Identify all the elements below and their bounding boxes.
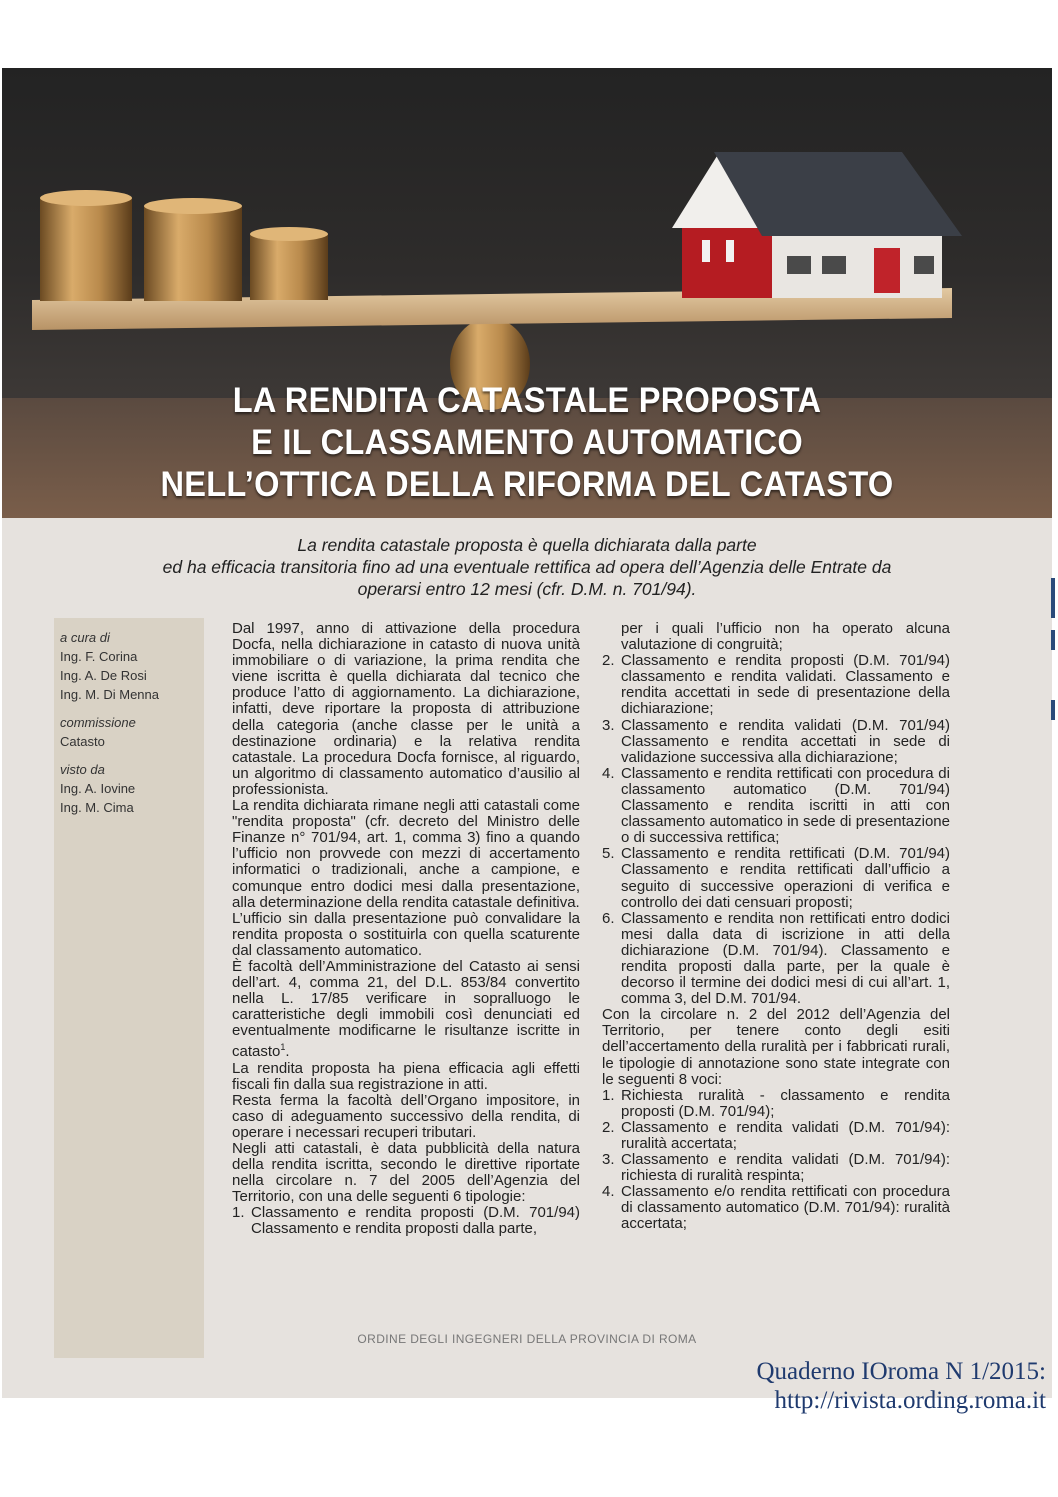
paragraph: Negli atti catastali, è data pubblicità della natura della rendita iscritta, secondo le direttive riportate nella circolare n. 7 del 2005 dell’Agenzia del Territorio, con una delle seguenti 6 tipologie: bbox=[232, 1140, 580, 1206]
reviewer-name: Ing. A. Iovine bbox=[60, 781, 136, 796]
list-number: 2. bbox=[602, 1118, 615, 1136]
paragraph bbox=[232, 959, 580, 1061]
lead-line-1: La rendita catastale proposta è quella dichiarata dalla parte bbox=[297, 535, 757, 555]
paragraph: Dal 1997, anno di attivazione della procedura Docfa, nella dichiarazione in catasto di nuova unità immobiliare o di variazione, la prima rendita che viene iscritta è quella dichiarata dal tecnico che produce l’atto di aggiornamento. La dichiarazione, infatti, deve riportare la proposta di attribuzione della categoria (anche classe per le unità a destinazione ordinaria) e la relativa rendita catastale. La procedura Docfa fornisce, al riguardo, un algoritmo di classamento automatico d’ausilio al professionista. bbox=[232, 620, 580, 798]
edge-marker bbox=[1051, 578, 1055, 618]
footnote-ref: 1 bbox=[280, 1042, 286, 1053]
list-text: Classamento e rendita rettificati (D.M. 701/94) Classamento e rendita rettificati dall’ufficio a seguito di successive operazioni di verifica e controllo dei dati censuari proposti; bbox=[621, 845, 950, 911]
credits-sidebar bbox=[54, 618, 204, 1358]
list-item bbox=[602, 718, 950, 766]
title-line-3: NELL’OTTICA DELLA RIFORMA DEL CATASTO bbox=[160, 465, 894, 504]
article-title bbox=[39, 380, 1016, 506]
hero-image bbox=[2, 68, 1052, 518]
curator-name: Ing. M. Di Menna bbox=[60, 687, 159, 702]
list-text: Classamento e rendita proposti (D.M. 701/94) Classamento e rendita proposti dalla parte, bbox=[251, 1204, 580, 1238]
list-item bbox=[602, 653, 950, 717]
reviewed-label: visto da bbox=[60, 762, 105, 777]
list-number: 3. bbox=[602, 1151, 615, 1169]
list-number: 5. bbox=[602, 845, 615, 863]
magazine-page bbox=[2, 68, 1052, 1398]
list-text: per i quali l’ufficio non ha operato alcuna valutazione di congruità; bbox=[621, 620, 950, 654]
lead-line-2: ed ha efficacia transitoria fino ad una eventuale rettifica ad opera dell’Agenzia delle Entrate da bbox=[162, 557, 892, 577]
commission-label: commissione bbox=[60, 715, 136, 730]
lead-line-3: operarsi entro 12 mesi (cfr. D.M. n. 701/94). bbox=[357, 579, 697, 599]
source-caption bbox=[756, 1357, 1046, 1415]
list-item bbox=[602, 1152, 950, 1184]
paragraph: Con la circolare n. 2 del 2012 dell’Agenzia del Territorio, per tenere conto degli esiti dell’accertamento della ruralità per i fabbricati rurali, le tipologie di annotazione sono state integrate con le seguenti 8 voci: bbox=[602, 1006, 950, 1088]
curator-name: Ing. A. De Rosi bbox=[60, 668, 147, 683]
caption-line-1: Quaderno IOroma N 1/2015: bbox=[756, 1358, 1046, 1385]
list-item bbox=[232, 1205, 580, 1237]
list-text: Classamento e rendita validati (D.M. 701/94): richiesta di ruralità respinta; bbox=[621, 1151, 950, 1185]
list-item bbox=[602, 1184, 950, 1232]
paragraph: L’ufficio sin dalla presentazione può convalidare la rendita proposta o sostituirla con quella scaturente dal classamento automatico. bbox=[232, 909, 580, 959]
body-column-1 bbox=[232, 621, 580, 1238]
list-text: Classamento e rendita rettificati con procedura di classamento automatico (D.M. 701/94) Classamento e rendita iscritti in atti con classamento automatico in sede di presentazione o di successiva rettifica; bbox=[621, 764, 950, 847]
list-number: 3. bbox=[602, 716, 615, 734]
list-text: Classamento e rendita validati (D.M. 701/94): ruralità accertata; bbox=[621, 1118, 950, 1152]
title-line-2: E IL CLASSAMENTO AUTOMATICO bbox=[251, 423, 803, 462]
list-item bbox=[602, 1088, 950, 1120]
list-item bbox=[602, 766, 950, 846]
caption-link[interactable]: http://rivista.ording.roma.it bbox=[774, 1387, 1046, 1414]
list-number: 2. bbox=[602, 652, 615, 670]
paragraph: La rendita dichiarata rimane negli atti catastali come "rendita proposta" (cfr. decreto del Ministro delle Finanze n° 701/94, art. 1, comma 3) fino a quando l’ufficio non provvede con mezzi di accertamento informatici o tradizionali, anche a campione, e comunque entro dodici mesi dalla presentazione, alla determinazione della rendita catastale definitiva. bbox=[232, 797, 580, 911]
list-text: Classamento e rendita validati (D.M. 701/94) Classamento e rendita accettati in sede di validazione successiva alla dichiarazione; bbox=[621, 716, 950, 766]
paragraph-end: . bbox=[285, 1043, 290, 1061]
curator-name: Ing. F. Corina bbox=[60, 649, 138, 664]
body-column-2 bbox=[602, 621, 950, 1233]
edge-marker bbox=[1051, 700, 1055, 720]
curated-label: a cura di bbox=[60, 630, 110, 645]
list-number: 6. bbox=[602, 909, 615, 927]
list-number: 1. bbox=[232, 1204, 245, 1222]
list-item bbox=[602, 1120, 950, 1152]
list-number: 4. bbox=[602, 764, 615, 782]
article-lead bbox=[42, 534, 1012, 600]
list-text: Classamento e rendita proposti (D.M. 701/94) classamento e rendita validati. Classamento e rendita accettati in sede di presentazione della dichiarazione; bbox=[621, 652, 950, 718]
publisher-footer: ORDINE DEGLI INGEGNERI DELLA PROVINCIA DI ROMA bbox=[357, 1332, 697, 1346]
list-item bbox=[602, 846, 950, 910]
commission-name: Catasto bbox=[60, 734, 105, 749]
list-item-continued bbox=[602, 621, 950, 653]
list-text: Richiesta ruralità - classamento e rendita proposti (D.M. 701/94); bbox=[621, 1086, 950, 1120]
list-number: 4. bbox=[602, 1183, 615, 1201]
list-text: Classamento e rendita non rettificati entro dodici mesi dalla data di iscrizione in atti della dichiarazione (D.M. 701/94). Classamento e rendita proposti dalla parte, per la quale è decorso il termine dei dodici mesi di cui all’art. 1, comma 3, del D.M. 701/94. bbox=[621, 909, 950, 1008]
list-number: 1. bbox=[602, 1086, 615, 1104]
reviewer-name: Ing. M. Cima bbox=[60, 800, 134, 815]
paragraph: La rendita proposta ha piena efficacia agli effetti fiscali fin dalla sua registrazione in atti. bbox=[232, 1059, 580, 1093]
paragraph-text: È facoltà dell’Amministrazione del Catasto ai sensi dell’art. 4, comma 21, del D.L. 853/84 convertito nella L. 17/85 verificare in sopralluogo le caratteristiche degli immobili così denunciati ed eventualmente modificarne le risultanze iscritte in catasto bbox=[232, 957, 580, 1061]
edge-marker bbox=[1051, 630, 1055, 650]
title-line-1: LA RENDITA CATASTALE PROPOSTA bbox=[232, 381, 822, 420]
list-text: Classamento e/o rendita rettificati con procedura di classamento automatico (D.M. 701/94): ruralità accertata; bbox=[621, 1183, 950, 1233]
list-item bbox=[602, 911, 950, 1008]
paragraph: Resta ferma la facoltà dell’Organo impositore, in caso di adeguamento successivo della rendita, di operare i necessari recuperi tributari. bbox=[232, 1091, 580, 1141]
